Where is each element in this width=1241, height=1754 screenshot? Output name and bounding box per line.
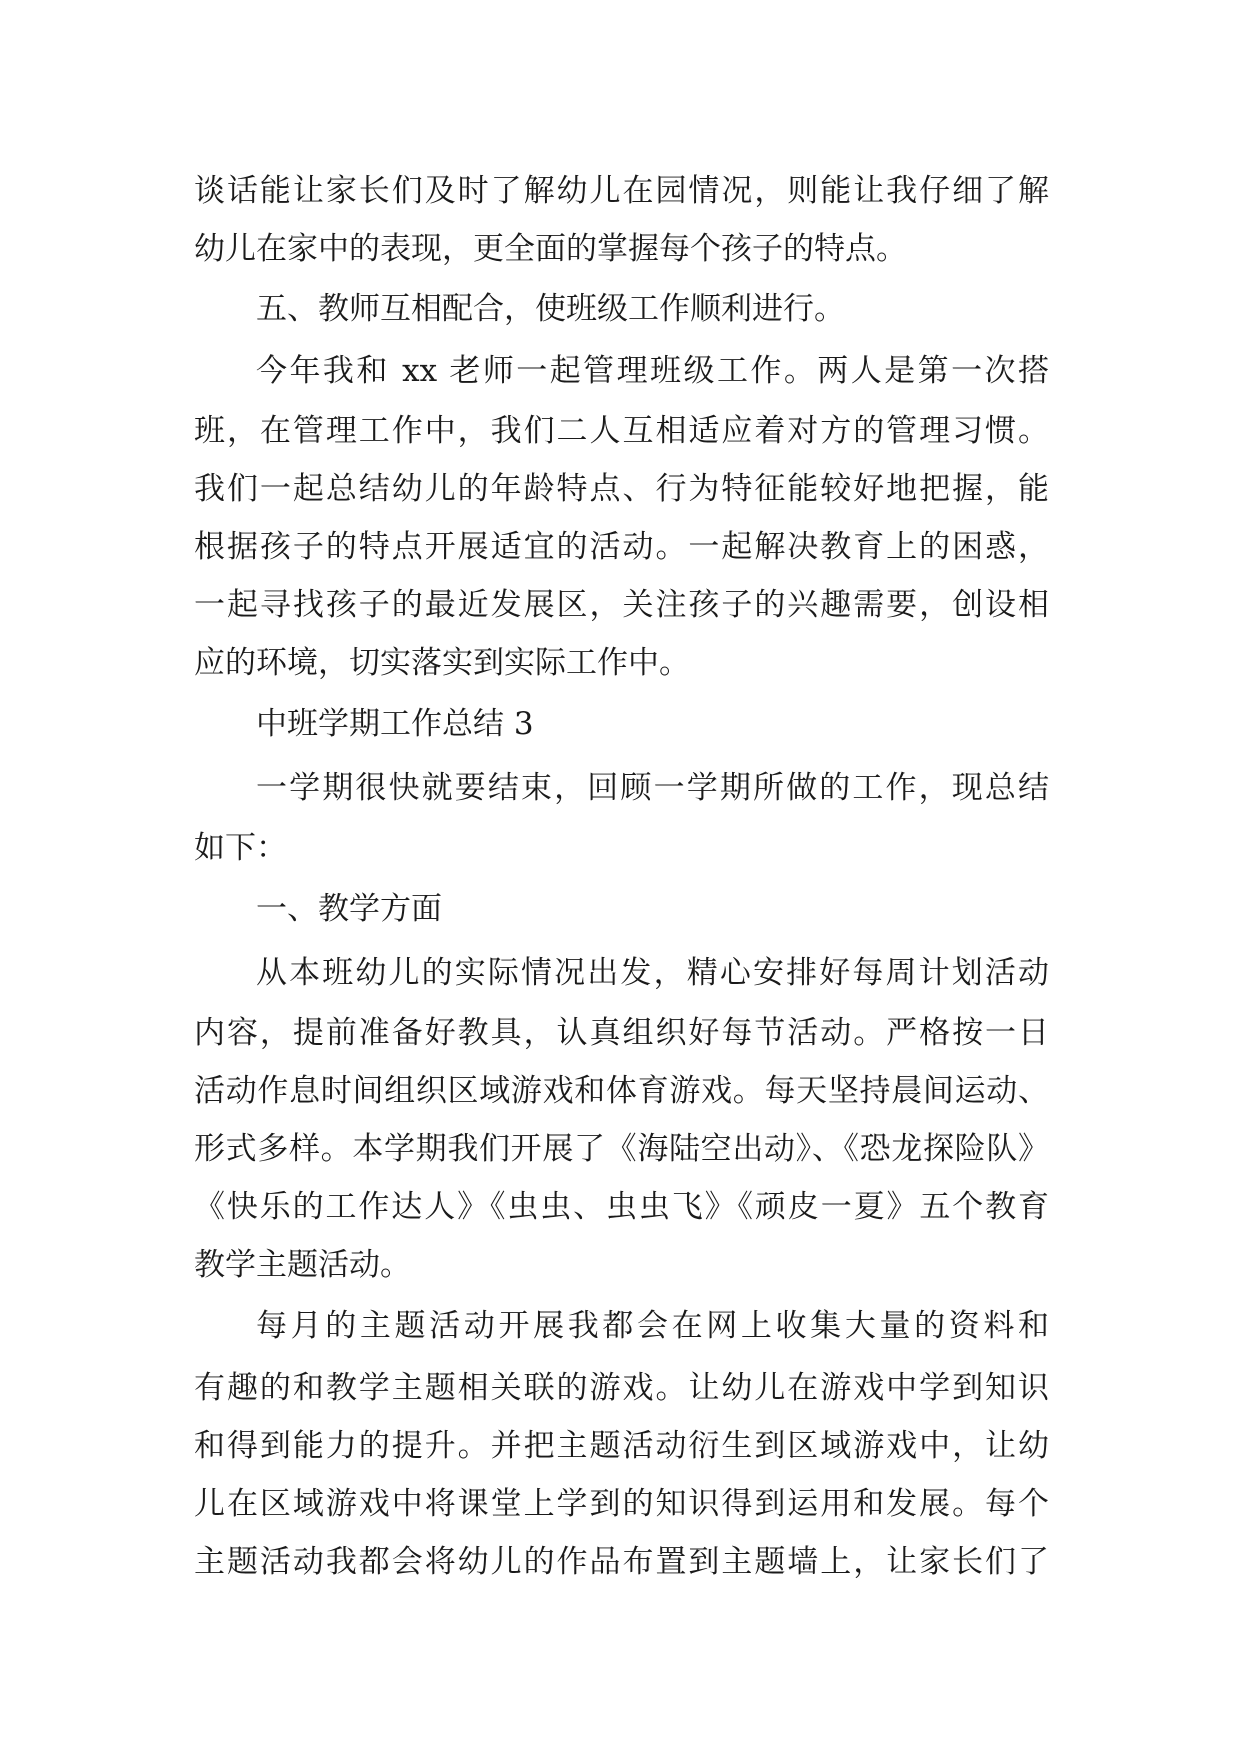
section-heading: 五、教师互相配合，使班级工作顺利进行。: [256, 291, 845, 327]
body-text-line: 我们一起总结幼儿的年龄特点、行为特征能较好地把握，能: [194, 471, 1049, 507]
body-text-line: 有趣的和教学主题相关联的游戏。让幼儿在游戏中学到知识: [194, 1370, 1049, 1406]
body-text-line: 根据孩子的特点开展适宜的活动。一起解决教育上的困惑，: [194, 529, 1049, 565]
body-text-line: 谈话能让家长们及时了解幼儿在园情况，则能让我仔细了解: [194, 173, 1049, 209]
body-text-line: 一起寻找孩子的最近发展区，关注孩子的兴趣需要，创设相: [194, 587, 1049, 623]
body-text-line: 应的环境，切实落实到实际工作中。: [194, 645, 690, 681]
body-text-line: 从本班幼儿的实际情况出发，精心安排好每周计划活动: [256, 955, 1049, 991]
body-text-line: 和得到能力的提升。并把主题活动衍生到区域游戏中，让幼: [194, 1428, 1049, 1464]
body-text-line: 活动作息时间组织区域游戏和体育游戏。每天坚持晨间运动、: [194, 1073, 1049, 1109]
body-text-line: 每月的主题活动开展我都会在网上收集大量的资料和: [256, 1308, 1049, 1344]
body-text-line: 内容，提前准备好教具，认真组织好每节活动。严格按一日: [194, 1015, 1049, 1051]
body-text-line: 今年我和 xx 老师一起管理班级工作。两人是第一次搭: [256, 353, 1049, 389]
body-text-line: 主题活动我都会将幼儿的作品布置到主题墙上，让家长们了: [194, 1544, 1049, 1580]
section-heading: 一、教学方面: [256, 891, 442, 927]
body-text-line: 《快乐的工作达人》《虫虫、虫虫飞》《顽皮一夏》五个教育: [194, 1189, 1049, 1225]
body-text-line: 如下：: [194, 830, 287, 866]
body-text-line: 儿在区域游戏中将课堂上学到的知识得到运用和发展。每个: [194, 1486, 1049, 1522]
body-text-line: 一学期很快就要结束，回顾一学期所做的工作，现总结: [256, 770, 1049, 806]
body-text-line: 形式多样。本学期我们开展了《海陆空出动》、《恐龙探险队》: [194, 1131, 1049, 1167]
document-title: 中班学期工作总结 3: [256, 706, 534, 742]
body-text-line: 班，在管理工作中，我们二人互相适应着对方的管理习惯。: [194, 413, 1049, 449]
body-text-line: 幼儿在家中的表现，更全面的掌握每个孩子的特点。: [194, 231, 907, 267]
body-text-line: 教学主题活动。: [194, 1247, 411, 1283]
document-body: [194, 162, 1049, 1591]
